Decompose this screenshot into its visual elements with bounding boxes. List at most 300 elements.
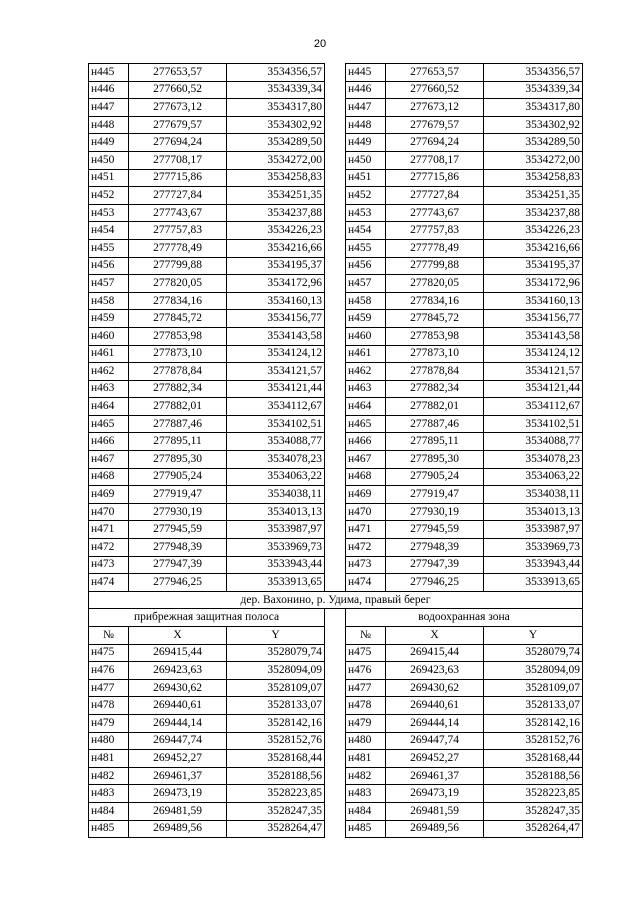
point-id-right: н451	[346, 169, 386, 187]
x-value-left: 269481,59	[129, 802, 227, 820]
point-id-right: н467	[346, 451, 386, 469]
x-value-left: 269461,37	[129, 767, 227, 785]
x-value-right: 269444,14	[386, 714, 484, 732]
column-gap	[325, 451, 346, 469]
x-value-left: 277948,39	[129, 539, 227, 557]
y-value-right: 3534038,11	[484, 486, 583, 504]
y-value-left: 3534063,22	[227, 468, 325, 486]
coordinates-table	[88, 63, 583, 838]
x-value-left: 277853,98	[129, 327, 227, 345]
point-id-left: н481	[89, 750, 129, 768]
header-y-right: Y	[484, 627, 583, 645]
table-row	[89, 433, 583, 451]
point-id-right: н463	[346, 380, 386, 398]
point-id-left: н475	[89, 644, 129, 662]
y-value-left: 3528247,35	[227, 802, 325, 820]
y-value-right: 3533987,97	[484, 521, 583, 539]
x-value-right: 277873,10	[386, 345, 484, 363]
y-value-left: 3533913,65	[227, 574, 325, 592]
column-gap	[325, 327, 346, 345]
column-gap	[325, 239, 346, 257]
x-value-left: 277715,86	[129, 169, 227, 187]
y-value-right: 3528247,35	[484, 802, 583, 820]
table-row	[89, 451, 583, 469]
point-id-right: н481	[346, 750, 386, 768]
y-value-left: 3534289,50	[227, 134, 325, 152]
table-row	[89, 697, 583, 715]
x-value-left: 269447,74	[129, 732, 227, 750]
column-gap	[325, 345, 346, 363]
table-row	[89, 732, 583, 750]
table-row	[89, 750, 583, 768]
table-row	[89, 169, 583, 187]
header-x-left: X	[129, 627, 227, 645]
header-x-right: X	[386, 627, 484, 645]
table-row	[89, 204, 583, 222]
page-number: 20	[313, 38, 327, 50]
point-id-left: н485	[89, 820, 129, 838]
table-row	[89, 574, 583, 592]
point-id-left: н445	[89, 64, 129, 82]
x-value-left: 277895,30	[129, 451, 227, 469]
x-value-left: 269473,19	[129, 785, 227, 803]
header-no-left: №	[89, 627, 129, 645]
y-value-right: 3528142,16	[484, 714, 583, 732]
column-gap	[325, 310, 346, 328]
y-value-left: 3534251,35	[227, 187, 325, 205]
column-gap	[325, 363, 346, 381]
point-id-left: н463	[89, 380, 129, 398]
point-id-left: н459	[89, 310, 129, 328]
y-value-left: 3528094,09	[227, 662, 325, 680]
point-id-left: н460	[89, 327, 129, 345]
y-value-right: 3528109,07	[484, 679, 583, 697]
y-value-right: 3534258,83	[484, 169, 583, 187]
y-value-right: 3528079,74	[484, 644, 583, 662]
y-value-right: 3534121,44	[484, 380, 583, 398]
column-gap	[325, 644, 346, 662]
point-id-left: н457	[89, 275, 129, 293]
x-value-left: 277905,24	[129, 468, 227, 486]
x-value-left: 277708,17	[129, 151, 227, 169]
table-row	[89, 714, 583, 732]
y-value-left: 3534302,92	[227, 116, 325, 134]
column-gap	[325, 486, 346, 504]
point-id-left: н470	[89, 503, 129, 521]
x-value-right: 277653,57	[386, 64, 484, 82]
x-value-right: 277694,24	[386, 134, 484, 152]
x-value-left: 277882,01	[129, 398, 227, 416]
table-row	[89, 327, 583, 345]
column-gap	[325, 662, 346, 680]
column-gap	[325, 627, 346, 645]
x-value-left: 277834,16	[129, 292, 227, 310]
x-value-left: 277947,39	[129, 556, 227, 574]
table-row	[89, 486, 583, 504]
point-id-left: н466	[89, 433, 129, 451]
column-gap	[325, 64, 346, 82]
point-id-left: н451	[89, 169, 129, 187]
y-value-left: 3528152,76	[227, 732, 325, 750]
x-value-right: 277895,11	[386, 433, 484, 451]
x-value-right: 277799,88	[386, 257, 484, 275]
point-id-left: н448	[89, 116, 129, 134]
table-row	[89, 134, 583, 152]
x-value-right: 277945,59	[386, 521, 484, 539]
x-value-left: 277845,72	[129, 310, 227, 328]
y-value-right: 3534195,37	[484, 257, 583, 275]
table-row	[89, 275, 583, 293]
x-value-left: 277820,05	[129, 275, 227, 293]
x-value-right: 277887,46	[386, 415, 484, 433]
column-gap	[325, 767, 346, 785]
x-value-right: 269430,62	[386, 679, 484, 697]
point-id-left: н471	[89, 521, 129, 539]
table-row	[89, 310, 583, 328]
y-value-right: 3534216,66	[484, 239, 583, 257]
y-value-left: 3534038,11	[227, 486, 325, 504]
point-id-left: н472	[89, 539, 129, 557]
x-value-left: 269423,63	[129, 662, 227, 680]
header-no-right: №	[346, 627, 386, 645]
y-value-right: 3528133,07	[484, 697, 583, 715]
column-gap	[325, 222, 346, 240]
point-id-right: н457	[346, 275, 386, 293]
point-id-right: н461	[346, 345, 386, 363]
x-value-right: 277853,98	[386, 327, 484, 345]
x-value-right: 277882,01	[386, 398, 484, 416]
point-id-right: н468	[346, 468, 386, 486]
column-gap	[325, 697, 346, 715]
y-value-right: 3534078,23	[484, 451, 583, 469]
y-value-left: 3534124,12	[227, 345, 325, 363]
point-id-right: н471	[346, 521, 386, 539]
y-value-right: 3534251,35	[484, 187, 583, 205]
x-value-left: 277873,10	[129, 345, 227, 363]
point-id-right: н466	[346, 433, 386, 451]
x-value-right: 277946,25	[386, 574, 484, 592]
table-row	[89, 99, 583, 117]
column-gap	[325, 679, 346, 697]
table-row	[89, 257, 583, 275]
point-id-left: н454	[89, 222, 129, 240]
table-row	[89, 556, 583, 574]
x-value-right: 277708,17	[386, 151, 484, 169]
point-id-left: н447	[89, 99, 129, 117]
point-id-right: н453	[346, 204, 386, 222]
x-value-right: 277895,30	[386, 451, 484, 469]
x-value-right: 277727,84	[386, 187, 484, 205]
y-value-right: 3528188,56	[484, 767, 583, 785]
x-value-left: 277895,11	[129, 433, 227, 451]
point-id-left: н467	[89, 451, 129, 469]
table-row	[89, 820, 583, 838]
table-row	[89, 380, 583, 398]
y-value-left: 3533969,73	[227, 539, 325, 557]
y-value-left: 3533943,44	[227, 556, 325, 574]
x-value-left: 277887,46	[129, 415, 227, 433]
y-value-left: 3534237,88	[227, 204, 325, 222]
column-gap	[325, 433, 346, 451]
x-value-right: 269440,61	[386, 697, 484, 715]
column-header-row	[89, 627, 583, 645]
x-value-right: 277673,12	[386, 99, 484, 117]
y-value-left: 3528168,44	[227, 750, 325, 768]
column-gap	[325, 750, 346, 768]
column-gap	[325, 81, 346, 99]
point-id-left: н461	[89, 345, 129, 363]
point-id-right: н470	[346, 503, 386, 521]
y-value-right: 3534172,96	[484, 275, 583, 293]
y-value-left: 3534013,13	[227, 503, 325, 521]
table-row	[89, 785, 583, 803]
column-gap	[325, 539, 346, 557]
y-value-right: 3528223,85	[484, 785, 583, 803]
table-row	[89, 767, 583, 785]
point-id-right: н446	[346, 81, 386, 99]
x-value-left: 269489,56	[129, 820, 227, 838]
y-value-left: 3528264,47	[227, 820, 325, 838]
column-gap	[325, 415, 346, 433]
y-value-left: 3534102,51	[227, 415, 325, 433]
table-row	[89, 644, 583, 662]
point-id-right: н456	[346, 257, 386, 275]
point-id-left: н477	[89, 679, 129, 697]
x-value-right: 277820,05	[386, 275, 484, 293]
x-value-right: 277845,72	[386, 310, 484, 328]
point-id-right: н482	[346, 767, 386, 785]
y-value-left: 3534143,58	[227, 327, 325, 345]
point-id-right: н445	[346, 64, 386, 82]
y-value-right: 3534226,23	[484, 222, 583, 240]
point-id-left: н456	[89, 257, 129, 275]
x-value-left: 277727,84	[129, 187, 227, 205]
table-row	[89, 345, 583, 363]
column-gap	[325, 134, 346, 152]
y-value-right: 3534272,00	[484, 151, 583, 169]
column-gap	[325, 521, 346, 539]
x-value-left: 277946,25	[129, 574, 227, 592]
table-row	[89, 187, 583, 205]
x-value-right: 269447,74	[386, 732, 484, 750]
table-row	[89, 539, 583, 557]
y-value-left: 3534078,23	[227, 451, 325, 469]
point-id-left: н458	[89, 292, 129, 310]
x-value-right: 269423,63	[386, 662, 484, 680]
y-value-left: 3534356,57	[227, 64, 325, 82]
point-id-right: н448	[346, 116, 386, 134]
point-id-right: н464	[346, 398, 386, 416]
table-body-bottom	[89, 644, 583, 838]
section-header	[89, 591, 583, 644]
point-id-left: н483	[89, 785, 129, 803]
x-value-left: 269415,44	[129, 644, 227, 662]
table-row	[89, 239, 583, 257]
point-id-right: н477	[346, 679, 386, 697]
point-id-left: н464	[89, 398, 129, 416]
x-value-left: 269444,14	[129, 714, 227, 732]
y-value-right: 3534124,12	[484, 345, 583, 363]
y-value-left: 3528188,56	[227, 767, 325, 785]
x-value-left: 269452,27	[129, 750, 227, 768]
column-gap	[325, 468, 346, 486]
y-value-right: 3534302,92	[484, 116, 583, 134]
point-id-right: н480	[346, 732, 386, 750]
x-value-left: 277778,49	[129, 239, 227, 257]
point-id-right: н458	[346, 292, 386, 310]
point-id-right: н465	[346, 415, 386, 433]
column-gap	[325, 257, 346, 275]
column-gap	[325, 380, 346, 398]
column-gap	[325, 732, 346, 750]
column-gap	[325, 116, 346, 134]
left-zone-title: прибрежная защитная полоса	[89, 609, 325, 627]
y-value-left: 3528223,85	[227, 785, 325, 803]
x-value-left: 277673,12	[129, 99, 227, 117]
column-gap	[325, 204, 346, 222]
x-value-right: 277834,16	[386, 292, 484, 310]
column-gap	[325, 398, 346, 416]
y-value-left: 3534121,44	[227, 380, 325, 398]
y-value-right: 3534289,50	[484, 134, 583, 152]
point-id-right: н476	[346, 662, 386, 680]
y-value-left: 3534272,00	[227, 151, 325, 169]
y-value-right: 3534237,88	[484, 204, 583, 222]
x-value-right: 277948,39	[386, 539, 484, 557]
y-value-right: 3534088,77	[484, 433, 583, 451]
y-value-right: 3534143,58	[484, 327, 583, 345]
x-value-right: 277878,84	[386, 363, 484, 381]
y-value-right: 3533969,73	[484, 539, 583, 557]
column-gap	[325, 275, 346, 293]
point-id-left: н473	[89, 556, 129, 574]
y-value-right: 3534156,77	[484, 310, 583, 328]
column-gap	[325, 609, 346, 627]
x-value-left: 277799,88	[129, 257, 227, 275]
column-gap	[325, 714, 346, 732]
x-value-left: 269440,61	[129, 697, 227, 715]
header-y-left: Y	[227, 627, 325, 645]
table-row	[89, 81, 583, 99]
y-value-left: 3534226,23	[227, 222, 325, 240]
column-gap	[325, 785, 346, 803]
x-value-left: 277653,57	[129, 64, 227, 82]
point-id-left: н479	[89, 714, 129, 732]
y-value-right: 3528094,09	[484, 662, 583, 680]
right-zone-title: водоохранная зона	[346, 609, 583, 627]
y-value-right: 3534160,13	[484, 292, 583, 310]
x-value-right: 269415,44	[386, 644, 484, 662]
point-id-left: н478	[89, 697, 129, 715]
x-value-left: 277660,52	[129, 81, 227, 99]
table-row	[89, 398, 583, 416]
y-value-left: 3534172,96	[227, 275, 325, 293]
y-value-left: 3534156,77	[227, 310, 325, 328]
x-value-left: 277743,67	[129, 204, 227, 222]
y-value-right: 3528264,47	[484, 820, 583, 838]
y-value-right: 3528168,44	[484, 750, 583, 768]
x-value-right: 277715,86	[386, 169, 484, 187]
point-id-right: н485	[346, 820, 386, 838]
point-id-right: н484	[346, 802, 386, 820]
x-value-left: 277679,57	[129, 116, 227, 134]
column-gap	[325, 187, 346, 205]
table-row	[89, 468, 583, 486]
point-id-right: н472	[346, 539, 386, 557]
x-value-right: 277660,52	[386, 81, 484, 99]
y-value-left: 3534339,34	[227, 81, 325, 99]
point-id-right: н455	[346, 239, 386, 257]
y-value-right: 3533913,65	[484, 574, 583, 592]
y-value-left: 3534216,66	[227, 239, 325, 257]
column-gap	[325, 99, 346, 117]
point-id-left: н482	[89, 767, 129, 785]
x-value-right: 277679,57	[386, 116, 484, 134]
y-value-left: 3534258,83	[227, 169, 325, 187]
x-value-left: 277694,24	[129, 134, 227, 152]
table-row	[89, 292, 583, 310]
point-id-left: н465	[89, 415, 129, 433]
y-value-left: 3528109,07	[227, 679, 325, 697]
column-gap	[325, 556, 346, 574]
point-id-left: н452	[89, 187, 129, 205]
point-id-right: н454	[346, 222, 386, 240]
y-value-left: 3528133,07	[227, 697, 325, 715]
point-id-right: н452	[346, 187, 386, 205]
point-id-left: н469	[89, 486, 129, 504]
table-body-top	[89, 64, 583, 592]
x-value-right: 277757,83	[386, 222, 484, 240]
point-id-left: н450	[89, 151, 129, 169]
x-value-right: 277905,24	[386, 468, 484, 486]
table-row	[89, 363, 583, 381]
point-id-right: н447	[346, 99, 386, 117]
point-id-left: н474	[89, 574, 129, 592]
point-id-right: н475	[346, 644, 386, 662]
point-id-right: н474	[346, 574, 386, 592]
x-value-left: 277919,47	[129, 486, 227, 504]
x-value-left: 277930,19	[129, 503, 227, 521]
y-value-left: 3534112,67	[227, 398, 325, 416]
y-value-right: 3533943,44	[484, 556, 583, 574]
point-id-right: н449	[346, 134, 386, 152]
x-value-right: 277778,49	[386, 239, 484, 257]
point-id-right: н479	[346, 714, 386, 732]
y-value-left: 3534088,77	[227, 433, 325, 451]
column-gap	[325, 802, 346, 820]
column-gap	[325, 574, 346, 592]
y-value-left: 3534160,13	[227, 292, 325, 310]
point-id-left: н449	[89, 134, 129, 152]
y-value-left: 3533987,97	[227, 521, 325, 539]
point-id-right: н462	[346, 363, 386, 381]
x-value-right: 269489,56	[386, 820, 484, 838]
section-title: дер. Вахонино, р. Удима, правый берег	[89, 591, 583, 609]
x-value-left: 277882,34	[129, 380, 227, 398]
table-row	[89, 415, 583, 433]
x-value-right: 277919,47	[386, 486, 484, 504]
y-value-right: 3534356,57	[484, 64, 583, 82]
point-id-left: н484	[89, 802, 129, 820]
point-id-right: н460	[346, 327, 386, 345]
column-gap	[325, 169, 346, 187]
y-value-right: 3528152,76	[484, 732, 583, 750]
x-value-right: 269481,59	[386, 802, 484, 820]
point-id-left: н455	[89, 239, 129, 257]
y-value-right: 3534102,51	[484, 415, 583, 433]
x-value-left: 269430,62	[129, 679, 227, 697]
y-value-left: 3528142,16	[227, 714, 325, 732]
